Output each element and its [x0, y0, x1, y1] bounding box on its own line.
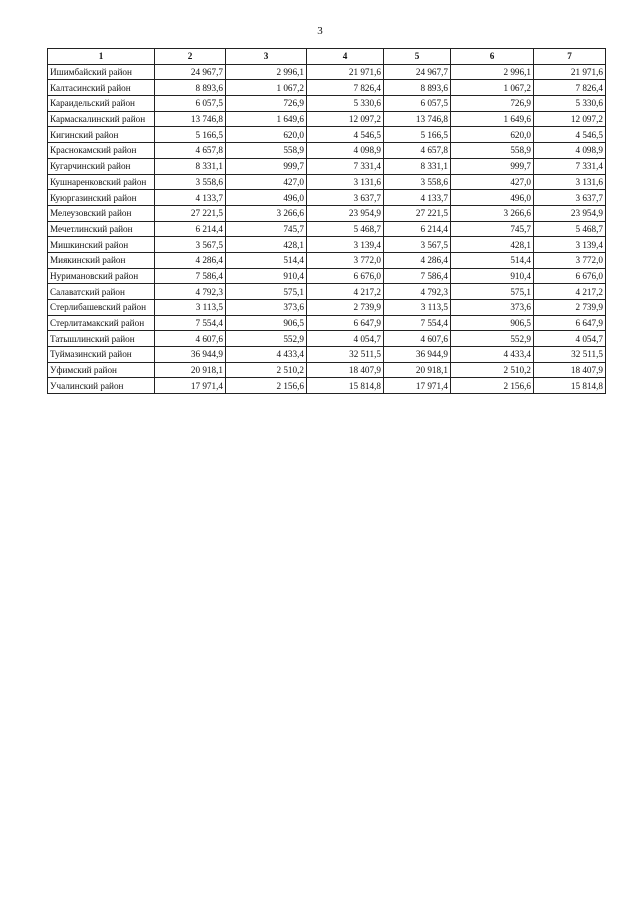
column-header-2: 2	[155, 49, 226, 65]
value-cell-2: 20 918,1	[155, 362, 226, 378]
value-cell-3: 496,0	[226, 190, 307, 206]
value-cell-2: 4 792,3	[155, 284, 226, 300]
value-cell-7: 5 468,7	[534, 221, 606, 237]
value-cell-5: 13 746,8	[384, 111, 451, 127]
value-cell-2: 4 657,8	[155, 143, 226, 159]
value-cell-5: 7 586,4	[384, 268, 451, 284]
table-row	[48, 96, 606, 112]
table-row	[48, 174, 606, 190]
value-cell-3: 552,9	[226, 331, 307, 347]
table-row	[48, 190, 606, 206]
value-cell-4: 6 676,0	[307, 268, 384, 284]
value-cell-7: 2 739,9	[534, 300, 606, 316]
page-number: 3	[317, 25, 323, 37]
table-row	[48, 221, 606, 237]
value-cell-4: 4 054,7	[307, 331, 384, 347]
value-cell-6: 4 433,4	[451, 347, 534, 363]
value-cell-2: 36 944,9	[155, 347, 226, 363]
table-row	[48, 284, 606, 300]
value-cell-6: 726,9	[451, 96, 534, 112]
value-cell-7: 4 098,9	[534, 143, 606, 159]
value-cell-4: 3 139,4	[307, 237, 384, 253]
value-cell-5: 24 967,7	[384, 64, 451, 80]
value-cell-6: 620,0	[451, 127, 534, 143]
value-cell-3: 575,1	[226, 284, 307, 300]
value-cell-3: 428,1	[226, 237, 307, 253]
table-row	[48, 347, 606, 363]
table-row	[48, 143, 606, 159]
column-header-5: 5	[384, 49, 451, 65]
table-row	[48, 111, 606, 127]
value-cell-4: 7 826,4	[307, 80, 384, 96]
value-cell-7: 5 330,6	[534, 96, 606, 112]
value-cell-4: 32 511,5	[307, 347, 384, 363]
table-row	[48, 252, 606, 268]
value-cell-4: 15 814,8	[307, 378, 384, 394]
value-cell-3: 726,9	[226, 96, 307, 112]
value-cell-5: 3 567,5	[384, 237, 451, 253]
district-name-cell: Нуримановский район	[48, 268, 155, 284]
value-cell-7: 4 546,5	[534, 127, 606, 143]
value-cell-2: 17 971,4	[155, 378, 226, 394]
value-cell-6: 552,9	[451, 331, 534, 347]
table-row	[48, 362, 606, 378]
value-cell-7: 3 139,4	[534, 237, 606, 253]
district-name-cell: Кармаскалинский район	[48, 111, 155, 127]
value-cell-7: 3 772,0	[534, 252, 606, 268]
table-row	[48, 268, 606, 284]
value-cell-6: 910,4	[451, 268, 534, 284]
value-cell-6: 575,1	[451, 284, 534, 300]
table-row	[48, 158, 606, 174]
value-cell-2: 4 286,4	[155, 252, 226, 268]
value-cell-2: 24 967,7	[155, 64, 226, 80]
value-cell-4: 3 772,0	[307, 252, 384, 268]
value-cell-2: 6 057,5	[155, 96, 226, 112]
table-row	[48, 64, 606, 80]
value-cell-2: 5 166,5	[155, 127, 226, 143]
column-header-7: 7	[534, 49, 606, 65]
value-cell-3: 745,7	[226, 221, 307, 237]
value-cell-3: 1 067,2	[226, 80, 307, 96]
value-cell-3: 906,5	[226, 315, 307, 331]
value-cell-6: 2 996,1	[451, 64, 534, 80]
value-cell-5: 17 971,4	[384, 378, 451, 394]
value-cell-3: 3 266,6	[226, 205, 307, 221]
value-cell-5: 3 113,5	[384, 300, 451, 316]
value-cell-5: 3 558,6	[384, 174, 451, 190]
value-cell-6: 496,0	[451, 190, 534, 206]
value-cell-5: 8 893,6	[384, 80, 451, 96]
value-cell-5: 20 918,1	[384, 362, 451, 378]
value-cell-4: 3 637,7	[307, 190, 384, 206]
district-name-cell: Краснокамский район	[48, 143, 155, 159]
value-cell-2: 13 746,8	[155, 111, 226, 127]
district-name-cell: Уфимский район	[48, 362, 155, 378]
value-cell-7: 23 954,9	[534, 205, 606, 221]
value-cell-5: 4 792,3	[384, 284, 451, 300]
district-name-cell: Ишимбайский район	[48, 64, 155, 80]
value-cell-4: 7 331,4	[307, 158, 384, 174]
value-cell-4: 4 546,5	[307, 127, 384, 143]
value-cell-7: 7 331,4	[534, 158, 606, 174]
district-name-cell: Салаватский район	[48, 284, 155, 300]
value-cell-4: 21 971,6	[307, 64, 384, 80]
value-cell-4: 4 217,2	[307, 284, 384, 300]
table-row	[48, 300, 606, 316]
value-cell-4: 4 098,9	[307, 143, 384, 159]
value-cell-3: 620,0	[226, 127, 307, 143]
value-cell-5: 6 214,4	[384, 221, 451, 237]
value-cell-6: 3 266,6	[451, 205, 534, 221]
value-cell-3: 558,9	[226, 143, 307, 159]
value-cell-7: 15 814,8	[534, 378, 606, 394]
value-cell-3: 2 156,6	[226, 378, 307, 394]
table-row	[48, 237, 606, 253]
value-cell-2: 8 893,6	[155, 80, 226, 96]
value-cell-7: 12 097,2	[534, 111, 606, 127]
value-cell-7: 21 971,6	[534, 64, 606, 80]
table-row	[48, 315, 606, 331]
column-header-4: 4	[307, 49, 384, 65]
value-cell-4: 5 468,7	[307, 221, 384, 237]
value-cell-3: 514,4	[226, 252, 307, 268]
value-cell-7: 3 637,7	[534, 190, 606, 206]
value-cell-7: 32 511,5	[534, 347, 606, 363]
district-name-cell: Миякинский район	[48, 252, 155, 268]
value-cell-3: 4 433,4	[226, 347, 307, 363]
district-name-cell: Стерлибашевский район	[48, 300, 155, 316]
value-cell-5: 5 166,5	[384, 127, 451, 143]
value-cell-6: 558,9	[451, 143, 534, 159]
column-header-1: 1	[48, 49, 155, 65]
value-cell-2: 27 221,5	[155, 205, 226, 221]
value-cell-7: 18 407,9	[534, 362, 606, 378]
value-cell-6: 373,6	[451, 300, 534, 316]
district-name-cell: Учалинский район	[48, 378, 155, 394]
value-cell-5: 4 133,7	[384, 190, 451, 206]
value-cell-6: 428,1	[451, 237, 534, 253]
table-body	[48, 64, 606, 393]
value-cell-6: 427,0	[451, 174, 534, 190]
value-cell-4: 6 647,9	[307, 315, 384, 331]
value-cell-7: 4 217,2	[534, 284, 606, 300]
table-row	[48, 127, 606, 143]
value-cell-2: 7 586,4	[155, 268, 226, 284]
value-cell-4: 18 407,9	[307, 362, 384, 378]
district-name-cell: Караидельский район	[48, 96, 155, 112]
value-cell-7: 6 676,0	[534, 268, 606, 284]
value-cell-6: 999,7	[451, 158, 534, 174]
value-cell-5: 8 331,1	[384, 158, 451, 174]
value-cell-4: 2 739,9	[307, 300, 384, 316]
table-row	[48, 378, 606, 394]
district-name-cell: Татышлинский район	[48, 331, 155, 347]
value-cell-5: 36 944,9	[384, 347, 451, 363]
value-cell-6: 2 510,2	[451, 362, 534, 378]
value-cell-6: 745,7	[451, 221, 534, 237]
value-cell-3: 1 649,6	[226, 111, 307, 127]
table-row	[48, 80, 606, 96]
district-name-cell: Мишкинский район	[48, 237, 155, 253]
value-cell-6: 1 067,2	[451, 80, 534, 96]
column-header-3: 3	[226, 49, 307, 65]
district-name-cell: Куюргазинский район	[48, 190, 155, 206]
value-cell-7: 4 054,7	[534, 331, 606, 347]
value-cell-3: 427,0	[226, 174, 307, 190]
table-row	[48, 205, 606, 221]
column-header-6: 6	[451, 49, 534, 65]
value-cell-4: 12 097,2	[307, 111, 384, 127]
value-cell-5: 27 221,5	[384, 205, 451, 221]
value-cell-3: 2 996,1	[226, 64, 307, 80]
district-name-cell: Кугарчинский район	[48, 158, 155, 174]
district-name-cell: Кушнаренковский район	[48, 174, 155, 190]
district-name-cell: Мечетлинский район	[48, 221, 155, 237]
district-name-cell: Стерлитамакский район	[48, 315, 155, 331]
value-cell-2: 3 567,5	[155, 237, 226, 253]
district-name-cell: Мелеузовский район	[48, 205, 155, 221]
value-cell-2: 6 214,4	[155, 221, 226, 237]
district-allocation-table	[47, 48, 606, 394]
value-cell-7: 6 647,9	[534, 315, 606, 331]
value-cell-2: 4 607,6	[155, 331, 226, 347]
value-cell-4: 5 330,6	[307, 96, 384, 112]
value-cell-5: 4 286,4	[384, 252, 451, 268]
value-cell-6: 906,5	[451, 315, 534, 331]
value-cell-2: 3 113,5	[155, 300, 226, 316]
value-cell-2: 7 554,4	[155, 315, 226, 331]
value-cell-5: 7 554,4	[384, 315, 451, 331]
value-cell-5: 6 057,5	[384, 96, 451, 112]
value-cell-4: 23 954,9	[307, 205, 384, 221]
value-cell-3: 910,4	[226, 268, 307, 284]
value-cell-6: 2 156,6	[451, 378, 534, 394]
value-cell-4: 3 131,6	[307, 174, 384, 190]
value-cell-7: 3 131,6	[534, 174, 606, 190]
table-header-row	[48, 49, 606, 65]
value-cell-3: 373,6	[226, 300, 307, 316]
value-cell-2: 8 331,1	[155, 158, 226, 174]
value-cell-2: 3 558,6	[155, 174, 226, 190]
value-cell-7: 7 826,4	[534, 80, 606, 96]
district-name-cell: Туймазинский район	[48, 347, 155, 363]
value-cell-5: 4 657,8	[384, 143, 451, 159]
value-cell-3: 999,7	[226, 158, 307, 174]
value-cell-2: 4 133,7	[155, 190, 226, 206]
table-row	[48, 331, 606, 347]
district-name-cell: Кигинский район	[48, 127, 155, 143]
value-cell-6: 1 649,6	[451, 111, 534, 127]
value-cell-5: 4 607,6	[384, 331, 451, 347]
value-cell-3: 2 510,2	[226, 362, 307, 378]
district-name-cell: Калтасинский район	[48, 80, 155, 96]
value-cell-6: 514,4	[451, 252, 534, 268]
